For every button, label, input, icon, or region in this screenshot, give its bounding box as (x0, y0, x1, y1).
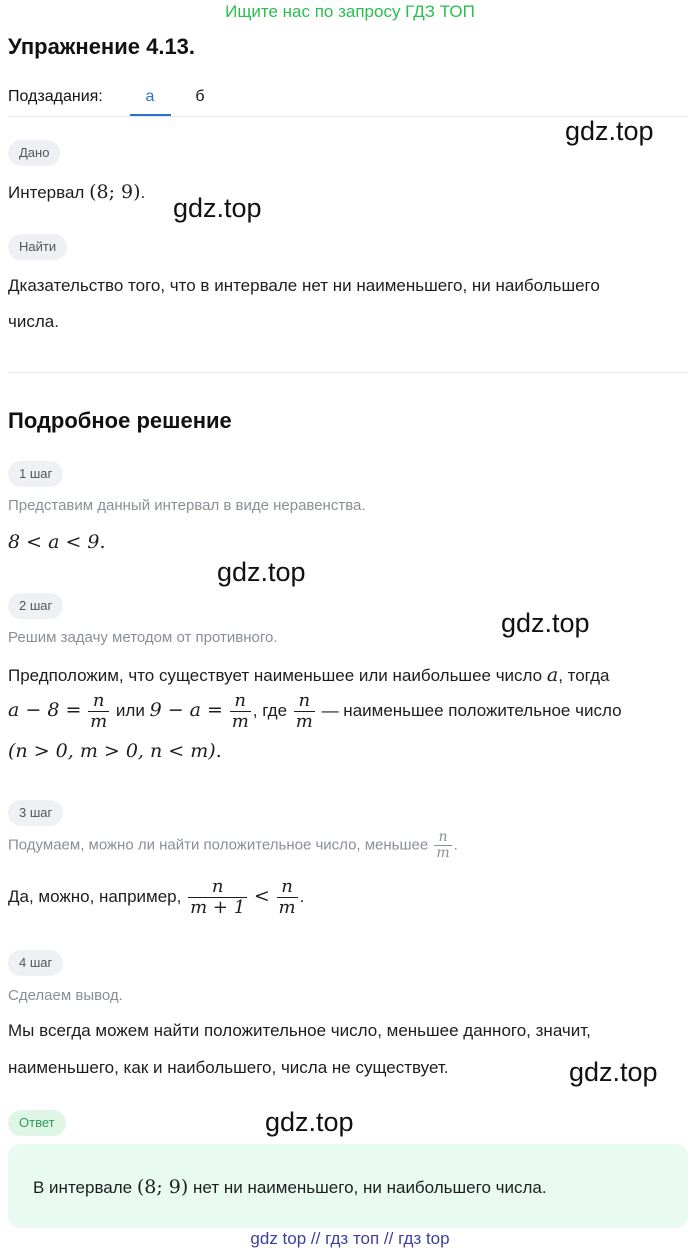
watermark: gdz.top (569, 1057, 658, 1087)
step-3-less: < (253, 885, 270, 907)
section-divider (8, 372, 688, 373)
watermark: gdz.top (501, 608, 590, 638)
given-badge: Дано (8, 140, 60, 166)
step-4-hint: Сделаем вывод. (8, 987, 123, 1004)
step-2-conditions: (n > 0, m > 0, n < m). (8, 740, 222, 762)
step-1-badge: 1 шаг (8, 461, 63, 487)
active-tab-indicator (130, 114, 171, 116)
step-4-badge: 4 шаг (8, 950, 63, 976)
step-3-line-text: Да, можно, например, (8, 887, 182, 906)
watermark: gdz.top (565, 116, 654, 146)
step-2-line-1 (8, 657, 610, 694)
step-4-line-1: Мы всегда можем найти положительное число, меньшее данного, значит, (8, 1021, 591, 1040)
frac-numerator: n (230, 691, 251, 712)
answer-prefix: В интервале (33, 1178, 133, 1197)
watermark: gdz.top (265, 1107, 354, 1137)
find-line-2: числа. (8, 312, 59, 331)
step-3-hint-end: . (453, 836, 458, 854)
step-2-frac-2 (230, 691, 251, 732)
find-badge: Найти (8, 234, 67, 260)
given-suffix: . (140, 183, 146, 202)
frac-denominator: m (231, 711, 249, 733)
promo-banner: Ищите нас по запросу ГДЗ ТОП (225, 2, 475, 21)
given-prefix: Интервал (8, 183, 85, 202)
answer-badge: Ответ (8, 1110, 66, 1136)
answer-text (33, 1176, 547, 1198)
step-2-badge: 2 шаг (8, 593, 63, 619)
answer-interval: (8; 9) (136, 1176, 189, 1198)
step-2-line-2 (8, 690, 622, 732)
given-interval: (8; 9) (89, 181, 141, 203)
frac-denominator: m (295, 711, 313, 733)
step-2-tail: — наименьшее положительное число (321, 701, 622, 720)
step-2-word-where: , где (252, 701, 288, 720)
step-2-line-1-end: , тогда (558, 666, 610, 685)
frac-denominator: m (90, 711, 108, 733)
step-1-hint: Представим данный интервал в виде неравенства. (8, 497, 366, 514)
step-3-hint-frac (434, 830, 451, 861)
frac-numerator: n (88, 691, 109, 712)
step-3-end: . (299, 887, 305, 906)
step-3-hint (8, 830, 458, 861)
given-text (8, 174, 145, 211)
step-2-var-a: a (546, 664, 559, 686)
step-3-line (8, 874, 304, 919)
find-line-1: Дказательство того, что в интервале нет ни наименьшего, ни наибольшего (8, 276, 600, 295)
tab-subtask-b[interactable]: б (195, 88, 205, 105)
step-2-eq-1: a − 8 = (8, 699, 82, 721)
footer-links[interactable]: gdz top // гдз топ // гдз top (250, 1229, 450, 1248)
step-3-frac-1 (188, 877, 247, 918)
step-2-eq-2: 9 − a = (149, 699, 223, 721)
frac-numerator: n (277, 877, 298, 898)
frac-numerator: n (188, 877, 247, 898)
answer-suffix: нет ни наименьшего, ни наибольшего числа. (193, 1178, 547, 1197)
frac-denominator: m (436, 845, 450, 861)
subtasks-label: Подзадания: (8, 88, 103, 105)
step-3-badge: 3 шаг (8, 800, 63, 826)
step-2-frac-1 (88, 691, 109, 732)
step-4-line-2: наименьшего, как и наибольшего, числа не существует. (8, 1058, 449, 1077)
frac-denominator: m (278, 897, 296, 919)
watermark: gdz.top (217, 557, 306, 587)
step-2-frac-3 (294, 691, 315, 732)
step-3-hint-text: Подумаем, можно ли найти положительное число, меньшее (8, 836, 429, 854)
step-2-word-or: или (115, 701, 145, 720)
watermark: gdz.top (173, 193, 262, 223)
frac-denominator: m + 1 (190, 897, 246, 919)
frac-numerator: n (294, 691, 315, 712)
step-1-formula: 8 < a < 9. (8, 531, 106, 553)
frac-numerator: n (434, 830, 451, 846)
step-3-frac-2 (277, 877, 298, 918)
solution-title: Подробное решение (8, 408, 232, 433)
tab-subtask-a[interactable]: а (145, 88, 155, 105)
page-title: Упражнение 4.13. (8, 34, 196, 59)
step-2-hint: Решим задачу методом от противного. (8, 629, 278, 646)
step-2-line-1-text: Предположим, что существует наименьшее или наибольшее число (8, 666, 543, 685)
